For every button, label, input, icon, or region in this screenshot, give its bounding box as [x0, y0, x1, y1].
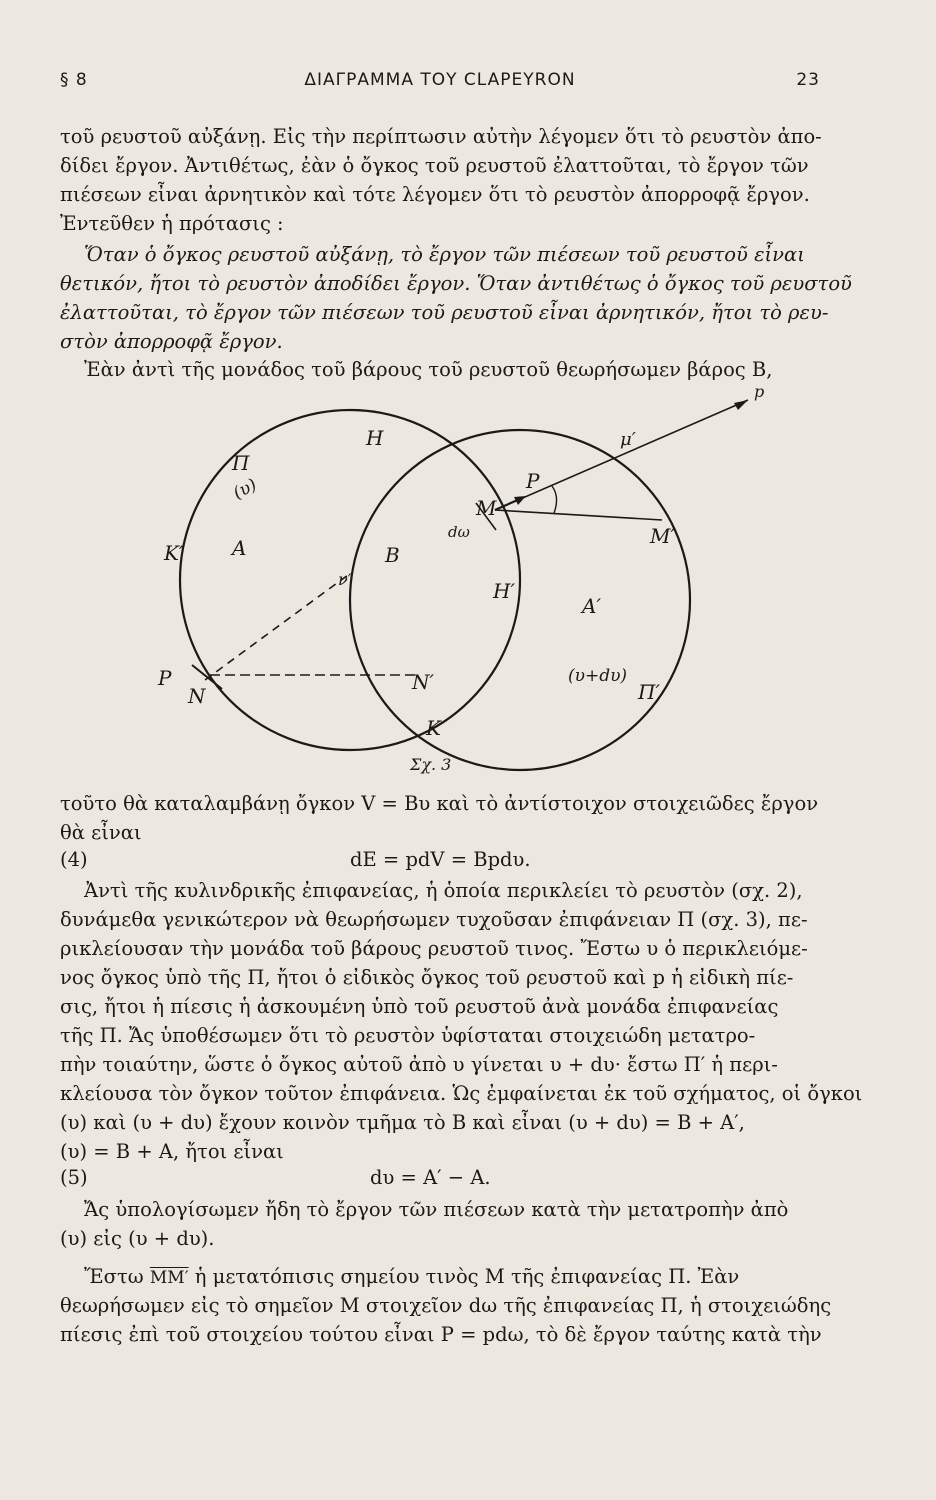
label-m-prime: M′ [650, 524, 676, 548]
text-line: δυνάμεθα γενικώτερον νὰ θεωρήσωμεν τυχοῦσαν ἐπιφάνειαν Π (σχ. 3), πε- [60, 908, 808, 931]
dashed-normal-line [205, 575, 348, 680]
text-line: Ἐὰν ἀντὶ τῆς μονάδος τοῦ βάρους τοῦ ρευστοῦ θεωρήσωμεν βάρος B, [84, 358, 773, 381]
text-line [84, 1262, 846, 1293]
label-pi: Π [232, 451, 250, 475]
figure-3-diagram [150, 382, 770, 785]
text-line: θὰ εἶναι [60, 821, 142, 844]
label-upsilon: (υ) [230, 474, 261, 504]
text-line: (υ) εἰς (υ + dυ). [60, 1227, 215, 1250]
label-p-pressure: p [754, 382, 765, 401]
label-n-prime: N′ [412, 670, 435, 694]
text-line: τοῦ ρευστοῦ αὐξάνῃ. Εἰς τὴν περίπτωσιν αὐτὴν λέγομεν ὅτι τὸ ρευστὸν ἀπο- [60, 125, 822, 148]
label-mu-prime: μ′ [620, 429, 636, 450]
label-d-omega: dω [448, 523, 470, 541]
equation-5: dυ = A′ − A. [370, 1166, 491, 1189]
label-pi-prime: Π′ [638, 680, 660, 704]
pressure-ray [495, 400, 748, 510]
text-line: ρικλείουσαν τὴν μονάδα τοῦ βάρους ρευστοῦ τινος. Ἔστω υ ὁ περικλειόμε- [60, 937, 808, 960]
final-prefix: Ἔστω [84, 1265, 144, 1288]
angle-arc [552, 486, 557, 513]
text-line: πίεσις ἐπὶ τοῦ στοιχείου τούτου εἶναι P = pdω, τὸ δὲ ἔργον ταύτης κατὰ τὴν [60, 1323, 822, 1346]
equation-4: dE = pdV = Bpdυ. [350, 848, 531, 871]
text-line: (υ) καὶ (υ + dυ) ἔχουν κοινὸν τμῆμα τὸ B καὶ εἶναι (υ + dυ) = B + A′, [60, 1111, 745, 1134]
equation-number: (4) [60, 848, 88, 871]
text-line: κλείουσα τὸν ὄγκον τοῦτον ἐπιφάνεια. Ὡς ἐμφαίνεται ἐκ τοῦ σχήματος, οἱ ὄγκοι [60, 1082, 863, 1105]
running-header [60, 70, 820, 100]
surface-pi-prime-circle [350, 430, 690, 770]
label-upsilon-du: (υ+dυ) [568, 666, 628, 686]
text-line: Ἐντεῦθεν ἡ πρότασις : [60, 212, 284, 235]
label-k: K [426, 716, 441, 740]
figure-caption: Σχ. 3 [410, 755, 452, 774]
text-line: δίδει ἔργον. Ἀντιθέτως, ἐὰν ὁ ὄγκος τοῦ ρευστοῦ ἐλαττοῦται, τὸ ἔργον τῶν [60, 154, 809, 177]
proposition-line: στὸν ἀπορροφᾷ ἔργον. [60, 330, 283, 353]
section-number: § 8 [60, 70, 88, 90]
text-line: θεωρήσωμεν εἰς τὸ σημεῖον M στοιχεῖον dω τῆς ἐπιφανείας Π, ἡ στοιχειώδης [60, 1294, 832, 1317]
text-line: Ἀντὶ τῆς κυλινδρικῆς ἐπιφανείας, ἡ ὁποία περικλείει τὸ ρευστὸν (σχ. 2), [84, 879, 803, 902]
text-line: τῆς Π. Ἄς ὑποθέσωμεν ὅτι τὸ ρευστὸν ὑφίσταται στοιχειώδη μετατρο- [60, 1024, 756, 1047]
text-line: Ἄς ὑπολογίσωμεν ἤδη τὸ ἔργον τῶν πιέσεων κατὰ τὴν μετατροπὴν ἀπὸ [84, 1198, 789, 1221]
label-nu-prime: ν′ [338, 570, 352, 589]
final-rest: ἡ μετατόπισις σημείου τινὸς M τῆς ἐπιφανείας Π. Ἐὰν [194, 1265, 740, 1288]
page-number: 23 [796, 70, 820, 90]
label-h: H [366, 426, 384, 450]
label-n: N [188, 684, 206, 708]
force-p-arrowhead [514, 496, 526, 505]
label-a-prime: A′ [582, 594, 601, 618]
label-b: B [385, 543, 400, 567]
proposition-line: Ὅταν ὁ ὄγκος ρευστοῦ αὐξάνῃ, τὸ ἔργον τῶν πιέσεων τοῦ ρευστοῦ εἶναι [84, 243, 805, 266]
proposition-line: ἐλαττοῦται, τὸ ἔργον τῶν πιέσεων τοῦ ρευστοῦ εἶναι ἀρνητικόν, ἤτοι τὸ ρευ- [60, 301, 829, 324]
proposition-line: θετικόν, ἤτοι τὸ ρευστὸν ἀποδίδει ἔργον. Ὅταν ἀντιθέτως ὁ ὄγκος τοῦ ρευστοῦ [60, 272, 852, 295]
text-line: νος ὄγκος ὑπὸ τῆς Π, ἤτοι ὁ εἰδικὸς ὄγκος τοῦ ρευστοῦ καὶ p ἡ εἰδικὴ πίε- [60, 966, 794, 989]
chapter-title: ΔΙΑΓΡΑΜΜΑ ΤΟΥ CLAPEYRON [304, 70, 576, 90]
vector-label: MM′ [149, 1268, 189, 1288]
vector-mm-prime [495, 510, 662, 520]
label-p-left: P [158, 666, 172, 690]
label-k-prime: K′ [164, 541, 184, 565]
text-line: σις, ἤτοι ἡ πίεσις ἡ ἀσκουμένη ὑπὸ τοῦ ρευστοῦ ἀνὰ μονάδα ἐπιφανείας [60, 995, 779, 1018]
label-a: A [232, 536, 247, 560]
equation-number: (5) [60, 1166, 88, 1189]
text-line: πιέσεων εἶναι ἀρνητικὸν καὶ τότε λέγομεν ὅτι τὸ ρευστὸν ἀπορροφᾷ ἔργον. [60, 183, 810, 206]
label-p-force: P [526, 469, 540, 493]
text-line: (υ) = B + A, ἤτοι εἶναι [60, 1140, 284, 1163]
text-line: πὴν τοιαύτην, ὥστε ὁ ὄγκος αὐτοῦ ἀπὸ υ γίνεται υ + dυ· ἔστω Π′ ἡ περι- [60, 1053, 778, 1076]
label-m: M [476, 496, 497, 520]
text-line: τοῦτο θὰ καταλαμβάνῃ ὄγκον V = Bυ καὶ τὸ ἀντίστοιχον στοιχειῶδες ἔργον [60, 792, 819, 815]
pressure-arrowhead [734, 400, 748, 410]
label-h-prime: H′ [493, 579, 515, 603]
